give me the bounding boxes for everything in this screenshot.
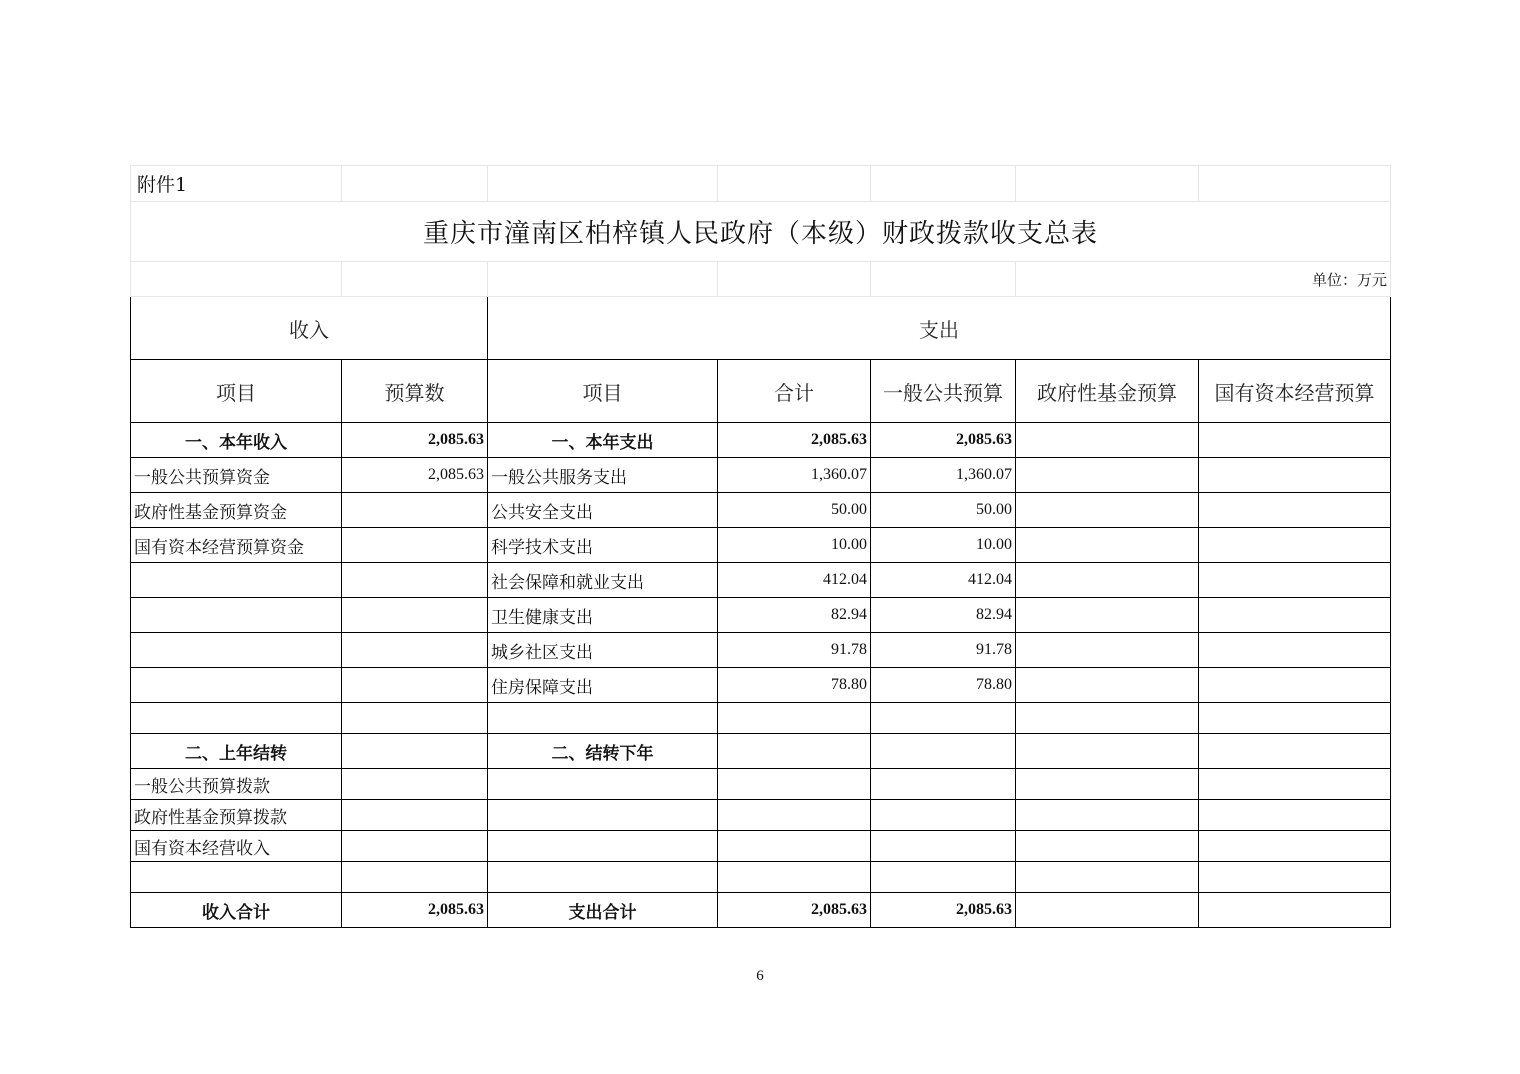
page-title: 重庆市潼南区柏梓镇人民政府（本级）财政拨款收支总表 xyxy=(131,202,1391,262)
expense-general xyxy=(871,831,1016,862)
expense-total: 50.00 xyxy=(718,493,871,528)
expense-gov-fund-total xyxy=(1016,893,1199,928)
expense-general-total: 2,085.63 xyxy=(871,893,1016,928)
income-budget xyxy=(342,800,488,831)
income-item: 政府性基金预算资金 xyxy=(131,493,342,528)
income-item: 二、上年结转 xyxy=(131,734,342,769)
income-item xyxy=(131,563,342,598)
income-item: 一般公共预算拨款 xyxy=(131,769,342,800)
income-section-header: 收入 xyxy=(131,297,488,360)
expense-state-capital xyxy=(1199,668,1391,703)
table-row xyxy=(131,493,1391,528)
table-row xyxy=(131,563,1391,598)
income-item xyxy=(131,633,342,668)
section-header-row xyxy=(131,297,1391,360)
col-income-item: 项目 xyxy=(131,360,342,423)
income-total-value: 2,085.63 xyxy=(342,893,488,928)
expense-item: 科学技术支出 xyxy=(488,528,718,563)
income-item xyxy=(131,862,342,893)
expense-item xyxy=(488,800,718,831)
income-item xyxy=(131,703,342,734)
unit-label: 单位：万元 xyxy=(1016,262,1391,297)
income-item: 一般公共预算资金 xyxy=(131,458,342,493)
expense-general xyxy=(871,769,1016,800)
expense-state-capital xyxy=(1199,598,1391,633)
title-row xyxy=(131,202,1391,262)
expense-gov-fund xyxy=(1016,831,1199,862)
expense-state-capital xyxy=(1199,769,1391,800)
expense-general: 10.00 xyxy=(871,528,1016,563)
expense-total xyxy=(718,703,871,734)
page-number: 6 xyxy=(756,968,764,984)
expense-general xyxy=(871,800,1016,831)
income-budget xyxy=(342,633,488,668)
expense-item: 城乡社区支出 xyxy=(488,633,718,668)
expense-state-capital xyxy=(1199,862,1391,893)
income-budget xyxy=(342,563,488,598)
expense-item: 卫生健康支出 xyxy=(488,598,718,633)
expense-general: 78.80 xyxy=(871,668,1016,703)
attachment-label: 附件1 xyxy=(131,166,342,202)
col-gov-fund-budget: 政府性基金预算 xyxy=(1016,360,1199,423)
expense-total: 10.00 xyxy=(718,528,871,563)
expense-item: 一般公共服务支出 xyxy=(488,458,718,493)
expense-total: 412.04 xyxy=(718,563,871,598)
expense-state-capital xyxy=(1199,493,1391,528)
expense-item: 社会保障和就业支出 xyxy=(488,563,718,598)
col-general-budget: 一般公共预算 xyxy=(871,360,1016,423)
income-budget xyxy=(342,734,488,769)
expense-total xyxy=(718,862,871,893)
expense-section-header: 支出 xyxy=(488,297,1391,360)
expense-item xyxy=(488,862,718,893)
expense-item: 二、结转下年 xyxy=(488,734,718,769)
expense-gov-fund xyxy=(1016,493,1199,528)
expense-state-capital xyxy=(1199,528,1391,563)
expense-general: 2,085.63 xyxy=(871,423,1016,458)
income-budget xyxy=(342,769,488,800)
expense-general: 1,360.07 xyxy=(871,458,1016,493)
expense-total xyxy=(718,831,871,862)
income-budget: 2,085.63 xyxy=(342,423,488,458)
expense-gov-fund xyxy=(1016,563,1199,598)
budget-summary-table xyxy=(130,165,1391,928)
income-budget xyxy=(342,831,488,862)
table-row xyxy=(131,633,1391,668)
expense-item xyxy=(488,831,718,862)
expense-total xyxy=(718,734,871,769)
expense-gov-fund xyxy=(1016,423,1199,458)
expense-gov-fund xyxy=(1016,458,1199,493)
expense-general: 82.94 xyxy=(871,598,1016,633)
expense-item xyxy=(488,769,718,800)
expense-total: 78.80 xyxy=(718,668,871,703)
expense-state-capital xyxy=(1199,800,1391,831)
income-item: 国有资本经营收入 xyxy=(131,831,342,862)
table-row xyxy=(131,598,1391,633)
expense-gov-fund xyxy=(1016,800,1199,831)
col-total: 合计 xyxy=(718,360,871,423)
income-item: 国有资本经营预算资金 xyxy=(131,528,342,563)
expense-total: 82.94 xyxy=(718,598,871,633)
table-row xyxy=(131,528,1391,563)
expense-state-capital xyxy=(1199,423,1391,458)
table-row xyxy=(131,769,1391,800)
col-income-budget: 预算数 xyxy=(342,360,488,423)
expense-general xyxy=(871,734,1016,769)
expense-gov-fund xyxy=(1016,668,1199,703)
expense-total xyxy=(718,800,871,831)
income-item xyxy=(131,598,342,633)
expense-total-label: 支出合计 xyxy=(488,893,718,928)
income-budget xyxy=(342,493,488,528)
expense-gov-fund xyxy=(1016,703,1199,734)
expense-item xyxy=(488,703,718,734)
expense-item: 一、本年支出 xyxy=(488,423,718,458)
expense-general: 50.00 xyxy=(871,493,1016,528)
expense-general xyxy=(871,862,1016,893)
expense-gov-fund xyxy=(1016,598,1199,633)
expense-gov-fund xyxy=(1016,769,1199,800)
table-row xyxy=(131,734,1391,769)
expense-gov-fund xyxy=(1016,633,1199,668)
income-budget xyxy=(342,703,488,734)
expense-total: 91.78 xyxy=(718,633,871,668)
expense-gov-fund xyxy=(1016,862,1199,893)
expense-item: 公共安全支出 xyxy=(488,493,718,528)
col-state-capital-budget: 国有资本经营预算 xyxy=(1199,360,1391,423)
expense-gov-fund xyxy=(1016,528,1199,563)
expense-item: 住房保障支出 xyxy=(488,668,718,703)
unit-row xyxy=(131,262,1391,297)
expense-general: 91.78 xyxy=(871,633,1016,668)
income-item xyxy=(131,668,342,703)
col-expense-item: 项目 xyxy=(488,360,718,423)
income-budget xyxy=(342,862,488,893)
expense-total-value: 2,085.63 xyxy=(718,893,871,928)
table-row xyxy=(131,458,1391,493)
expense-state-capital xyxy=(1199,831,1391,862)
attachment-row xyxy=(131,166,1391,202)
table-row xyxy=(131,831,1391,862)
column-header-row xyxy=(131,360,1391,423)
expense-state-capital xyxy=(1199,703,1391,734)
expense-gov-fund xyxy=(1016,734,1199,769)
income-budget xyxy=(342,598,488,633)
total-row xyxy=(131,893,1391,928)
table-row xyxy=(131,668,1391,703)
expense-total: 1,360.07 xyxy=(718,458,871,493)
income-total-label: 收入合计 xyxy=(131,893,342,928)
expense-state-capital xyxy=(1199,563,1391,598)
income-item: 一、本年收入 xyxy=(131,423,342,458)
expense-general xyxy=(871,703,1016,734)
expense-total xyxy=(718,769,871,800)
expense-state-capital xyxy=(1199,734,1391,769)
expense-state-capital xyxy=(1199,633,1391,668)
income-budget: 2,085.63 xyxy=(342,458,488,493)
expense-total: 2,085.63 xyxy=(718,423,871,458)
income-budget xyxy=(342,668,488,703)
table-row xyxy=(131,423,1391,458)
expense-state-capital xyxy=(1199,458,1391,493)
income-budget xyxy=(342,528,488,563)
table-row xyxy=(131,800,1391,831)
table-row xyxy=(131,703,1391,734)
expense-general: 412.04 xyxy=(871,563,1016,598)
income-item: 政府性基金预算拨款 xyxy=(131,800,342,831)
expense-state-capital-total xyxy=(1199,893,1391,928)
table-row xyxy=(131,862,1391,893)
